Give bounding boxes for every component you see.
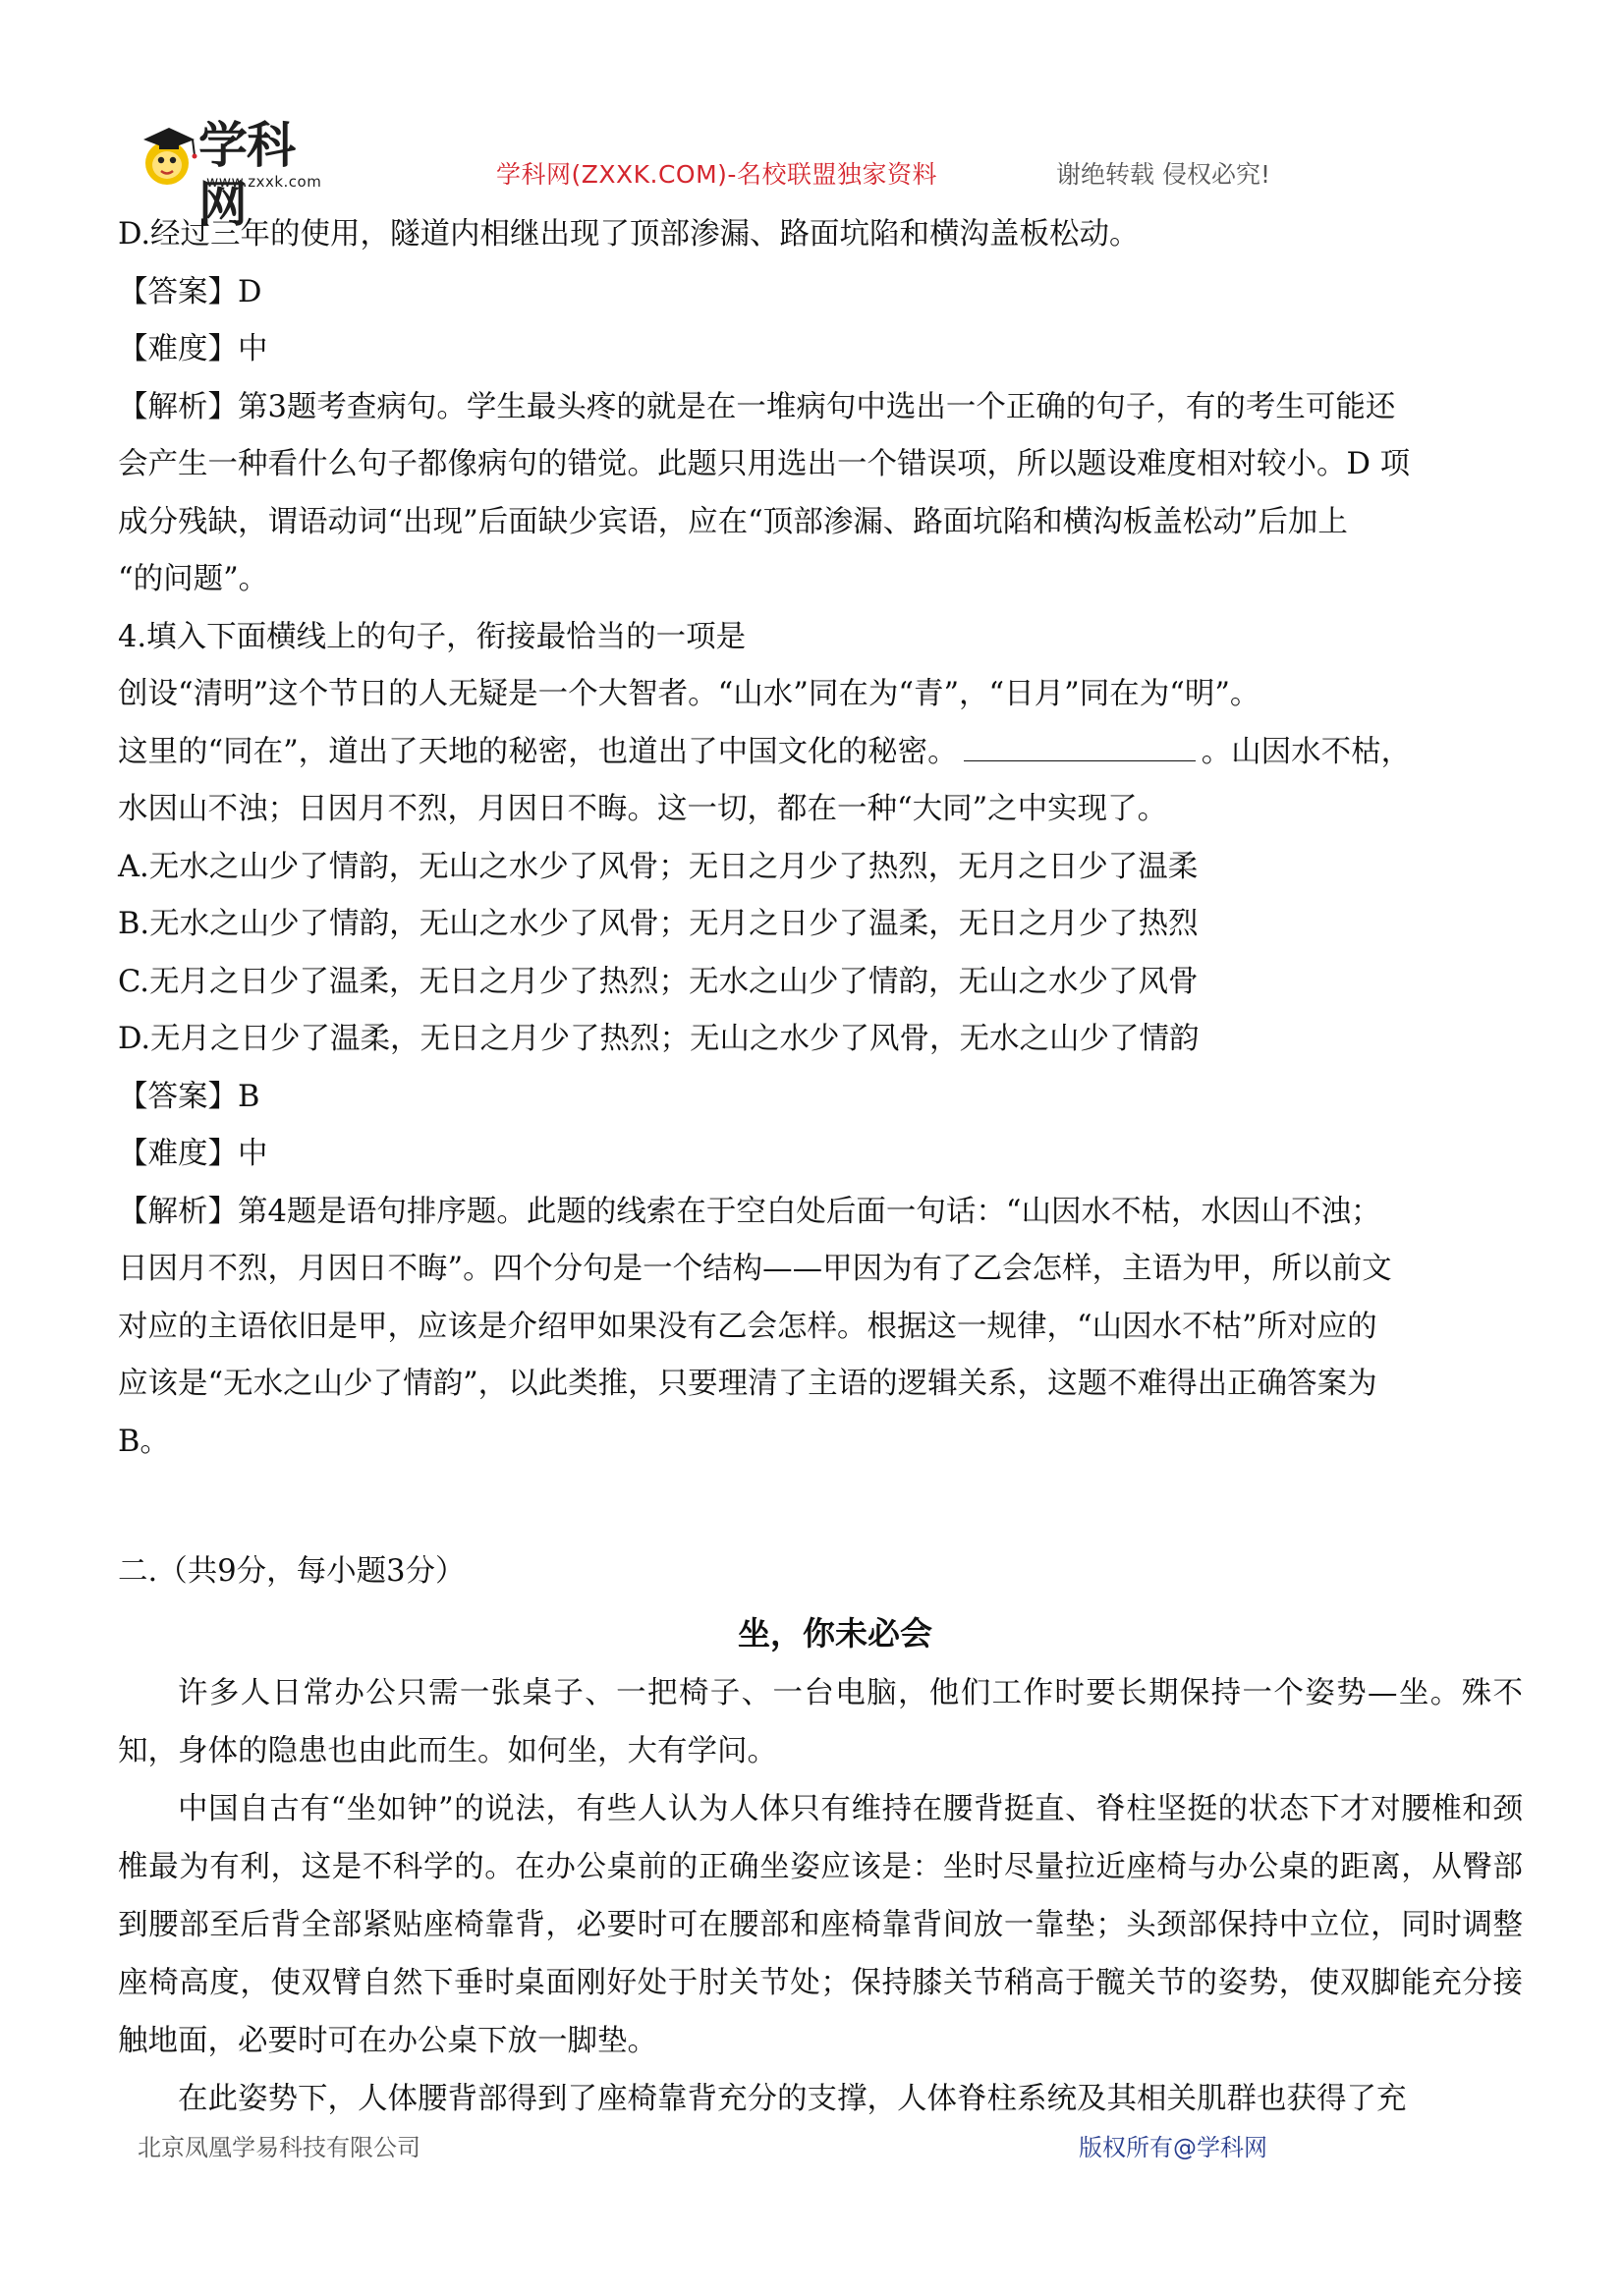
mascot-logo-icon — [138, 120, 200, 189]
q4-analysis-line: 日因月不烈，月因日不晦”。四个分句是一个结构——甲因为有了乙会怎样，主语为甲，所以前文 — [118, 1252, 1392, 1286]
q4-option-c: C.无月之日少了温柔，无日之月少了热烈；无水之山少了情韵，无山之水少了风骨 — [118, 964, 1199, 999]
logo-text: 学科网 — [198, 117, 295, 233]
q4-analysis-line: 【解析】第4题是语句排序题。此题的线索在于空白处后面一句话：“山因水不枯，水因山不浊； — [118, 1194, 1381, 1229]
article-title: 坐，你未必会 — [738, 1613, 932, 1652]
header-copyright-notice: 谢绝转载 侵权必究! — [1056, 160, 1270, 189]
q4-analysis-line: 应该是“无水之山少了情韵”，以此类推，只要理清了主语的逻辑关系，这题不难得出正确答案为 — [118, 1367, 1377, 1401]
q3-difficulty: 【难度】中 — [118, 332, 268, 366]
q4-stem: 4.填入下面横线上的句子，衔接最恰当的一项是 — [118, 619, 747, 654]
q4-passage-line: 创设“清明”这个节日的人无疑是一个大智者。“山水”同在为“青”，“日月”同在为“明”。 — [118, 677, 1260, 711]
q4-passage-line: 水因山不浊；日因月不烈，月因日不晦。这一切，都在一种“大同”之中实现了。 — [118, 792, 1168, 826]
article-body — [118, 1664, 1523, 2128]
q4-passage-text: 这里的“同在”，道出了天地的秘密，也道出了中国文化的秘密。 — [118, 734, 958, 769]
q3-analysis-line: “的问题”。 — [118, 562, 269, 596]
footer-company: 北京凤凰学易科技有限公司 — [138, 2134, 420, 2161]
document-body — [118, 206, 1523, 2128]
section-heading: 二.（共9分，每小题3分） — [118, 1554, 466, 1589]
q4-passage-line — [118, 724, 1523, 782]
xuekewang-logo — [138, 116, 334, 233]
header-source-text: 学科网(ZXXK.COM)-名校联盟独家资料 — [496, 160, 937, 189]
logo-url: www.zxxk.com — [206, 173, 322, 191]
q4-analysis-line: 对应的主语依旧是甲，应该是介绍甲如果没有乙会怎样。根据这一规律，“山因水不枯”所对应的 — [118, 1309, 1377, 1344]
q3-analysis-line: 成分残缺，谓语动词“出现”后面缺少宾语，应在“顶部渗漏、路面坑陷和横沟板盖松动”后加上 — [118, 504, 1348, 539]
q4-option-d: D.无月之日少了温柔，无日之月少了热烈；无山之水少了风骨，无水之山少了情韵 — [118, 1022, 1200, 1056]
q3-analysis-line: 【解析】第3题考查病句。学生最头疼的就是在一堆病句中选出一个正确的句子，有的考生可能还 — [118, 389, 1396, 424]
page-header — [0, 0, 1623, 233]
q4-answer: 【答案】B — [118, 1079, 260, 1114]
q4-difficulty: 【难度】中 — [118, 1137, 268, 1171]
q4-passage-text: 。山因水不枯， — [1201, 734, 1412, 769]
article-paragraph: 许多人日常办公只需一张桌子、一把椅子、一台电脑，他们工作时要长期保持一个姿势—坐。殊不知，身体的隐患也由此而生。如何坐，大有学问。 — [118, 1675, 1523, 1768]
article-paragraph: 在此姿势下，人体腰背部得到了座椅靠背充分的支撑，人体脊柱系统及其相关肌群也获得了充 — [178, 2081, 1407, 2116]
fill-in-blank — [964, 733, 1196, 761]
q4-analysis-line: B。 — [118, 1424, 170, 1459]
article-paragraph: 中国自古有“坐如钟”的说法，有些人认为人体只有维持在腰背挺直、脊柱坚挺的状态下才对腰椎和颈椎最为有利，这是不科学的。在办公桌前的正确坐姿应该是：坐时尽量拉近座椅与办公桌的距离，从臀部到腰部至后背全部紧贴座椅靠背，必要时可在腰部和座椅靠背间放一靠垫；头颈部保持中立位，同时调整座椅高度，使双臂自然下垂时桌面刚好处于肘关节处；保持膝关节稍高于髋关节的姿势，使双脚能充分接触地面，必要时可在办公桌下放一脚垫。 — [118, 1791, 1523, 2058]
q3-option-d: D.经过三年的使用，隧道内相继出现了顶部渗漏、路面坑陷和横沟盖板松动。 — [118, 217, 1140, 252]
q4-option-b: B.无水之山少了情韵，无山之水少了风骨；无月之日少了温柔，无日之月少了热烈 — [118, 907, 1199, 941]
q3-answer: 【答案】D — [118, 274, 262, 309]
q3-analysis-line: 会产生一种看什么句子都像病句的错觉。此题只用选出一个错误项，所以题设难度相对较小。D 项 — [118, 447, 1411, 481]
q4-option-a: A.无水之山少了情韵，无山之水少了风骨；无日之月少了热烈，无月之日少了温柔 — [118, 849, 1199, 884]
section-spacer — [118, 1471, 1523, 1543]
footer-copyright: 版权所有@学科网 — [1079, 2134, 1267, 2161]
